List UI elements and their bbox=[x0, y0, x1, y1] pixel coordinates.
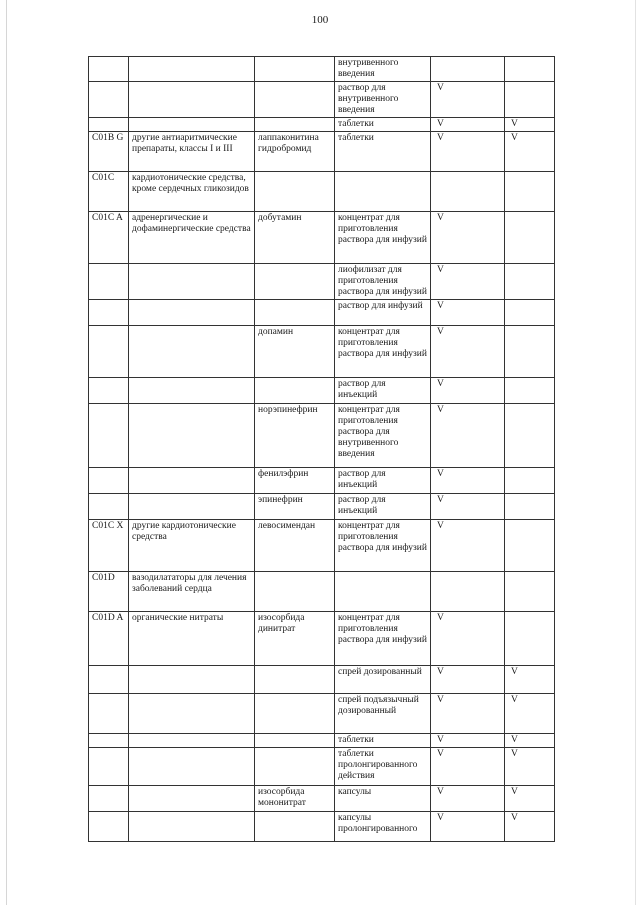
dosage-form-cell: раствор для инъекций bbox=[335, 494, 431, 520]
mark-cell-1 bbox=[431, 172, 505, 212]
mark-cell-1: V bbox=[431, 118, 505, 132]
mark-cell-2 bbox=[505, 612, 555, 666]
mark-cell-1 bbox=[431, 572, 505, 612]
drug-name-cell: изосорбида мононитрат bbox=[255, 786, 335, 812]
drug-name-cell bbox=[255, 378, 335, 404]
mark-cell-2 bbox=[505, 300, 555, 326]
mark-cell-1: V bbox=[431, 786, 505, 812]
group-cell bbox=[129, 118, 255, 132]
atc-code-cell bbox=[89, 118, 129, 132]
group-cell bbox=[129, 494, 255, 520]
drug-name-cell: фенилэфрин bbox=[255, 468, 335, 494]
atc-code-cell bbox=[89, 734, 129, 748]
dosage-form-cell: таблетки bbox=[335, 118, 431, 132]
drug-name-cell: норэпинефрин bbox=[255, 404, 335, 468]
drug-name-cell: изосорбида динитрат bbox=[255, 612, 335, 666]
atc-code-cell bbox=[89, 786, 129, 812]
dosage-form-cell: раствор для инфузий bbox=[335, 300, 431, 326]
group-cell bbox=[129, 694, 255, 734]
drug-name-cell: левосимендан bbox=[255, 520, 335, 572]
table-row bbox=[89, 612, 555, 666]
table-row bbox=[89, 494, 555, 520]
mark-cell-2 bbox=[505, 404, 555, 468]
group-cell: другие кардиотонические средства bbox=[129, 520, 255, 572]
table-body bbox=[89, 57, 555, 842]
group-cell bbox=[129, 326, 255, 378]
group-cell: другие антиаритмические препараты, классы I и III bbox=[129, 132, 255, 172]
atc-code-cell bbox=[89, 666, 129, 694]
dosage-form-cell: концентрат для приготовления раствора для инфузий bbox=[335, 520, 431, 572]
mark-cell-2 bbox=[505, 520, 555, 572]
dosage-form-cell: таблетки bbox=[335, 734, 431, 748]
drug-name-cell: эпинефрин bbox=[255, 494, 335, 520]
atc-code-cell bbox=[89, 812, 129, 842]
table-row bbox=[89, 326, 555, 378]
atc-code-cell bbox=[89, 404, 129, 468]
drug-name-cell bbox=[255, 264, 335, 300]
mark-cell-2: V bbox=[505, 666, 555, 694]
group-cell: вазодилататоры для лечения заболеваний сердца bbox=[129, 572, 255, 612]
table-row bbox=[89, 812, 555, 842]
table-row bbox=[89, 264, 555, 300]
table-row bbox=[89, 132, 555, 172]
group-cell bbox=[129, 300, 255, 326]
atc-code-cell bbox=[89, 378, 129, 404]
drug-name-cell: лаппаконитина гидробромид bbox=[255, 132, 335, 172]
atc-code-cell: C01D A bbox=[89, 612, 129, 666]
mark-cell-2 bbox=[505, 82, 555, 118]
mark-cell-2: V bbox=[505, 734, 555, 748]
group-cell bbox=[129, 404, 255, 468]
atc-code-cell bbox=[89, 264, 129, 300]
mark-cell-1: V bbox=[431, 132, 505, 172]
dosage-form-cell: капсулы bbox=[335, 786, 431, 812]
mark-cell-1: V bbox=[431, 82, 505, 118]
table-row bbox=[89, 212, 555, 264]
mark-cell-2 bbox=[505, 172, 555, 212]
table-row bbox=[89, 378, 555, 404]
page-number: 100 bbox=[311, 14, 329, 26]
mark-cell-1: V bbox=[431, 734, 505, 748]
table-row bbox=[89, 82, 555, 118]
dosage-form-cell bbox=[335, 172, 431, 212]
table-row bbox=[89, 118, 555, 132]
atc-code-cell: C01C A bbox=[89, 212, 129, 264]
dosage-form-cell: концентрат для приготовления раствора для внутривенного введения bbox=[335, 404, 431, 468]
group-cell bbox=[129, 378, 255, 404]
drug-name-cell bbox=[255, 172, 335, 212]
drug-name-cell bbox=[255, 812, 335, 842]
table-row bbox=[89, 786, 555, 812]
group-cell bbox=[129, 748, 255, 786]
mark-cell-1: V bbox=[431, 326, 505, 378]
mark-cell-2 bbox=[505, 264, 555, 300]
atc-code-cell bbox=[89, 82, 129, 118]
dosage-form-cell: лиофилизат для приготовления раствора для инфузий bbox=[335, 264, 431, 300]
atc-code-cell: C01D bbox=[89, 572, 129, 612]
mark-cell-2: V bbox=[505, 132, 555, 172]
scan-edge-right bbox=[635, 0, 636, 905]
drug-name-cell bbox=[255, 572, 335, 612]
group-cell bbox=[129, 812, 255, 842]
dosage-form-cell: таблетки пролонгированного действия bbox=[335, 748, 431, 786]
group-cell bbox=[129, 734, 255, 748]
atc-code-cell bbox=[89, 326, 129, 378]
mark-cell-1: V bbox=[431, 666, 505, 694]
drug-name-cell bbox=[255, 748, 335, 786]
atc-code-cell: C01C bbox=[89, 172, 129, 212]
dosage-form-cell: раствор для внутривенного введения bbox=[335, 82, 431, 118]
mark-cell-1: V bbox=[431, 300, 505, 326]
mark-cell-1: V bbox=[431, 494, 505, 520]
mark-cell-1: V bbox=[431, 404, 505, 468]
mark-cell-1: V bbox=[431, 812, 505, 842]
table-row bbox=[89, 666, 555, 694]
group-cell: органические нитраты bbox=[129, 612, 255, 666]
table-row bbox=[89, 468, 555, 494]
mark-cell-2: V bbox=[505, 812, 555, 842]
mark-cell-1: V bbox=[431, 612, 505, 666]
mark-cell-1: V bbox=[431, 264, 505, 300]
mark-cell-2: V bbox=[505, 694, 555, 734]
drug-name-cell bbox=[255, 82, 335, 118]
mark-cell-1: V bbox=[431, 212, 505, 264]
mark-cell-2 bbox=[505, 378, 555, 404]
drug-name-cell: добутамин bbox=[255, 212, 335, 264]
dosage-form-cell: капсулы пролонгированного bbox=[335, 812, 431, 842]
group-cell bbox=[129, 82, 255, 118]
dosage-form-cell: концентрат для приготовления раствора для инфузий bbox=[335, 612, 431, 666]
drug-name-cell bbox=[255, 734, 335, 748]
atc-code-cell bbox=[89, 300, 129, 326]
mark-cell-1: V bbox=[431, 468, 505, 494]
mark-cell-2: V bbox=[505, 748, 555, 786]
mark-cell-2 bbox=[505, 57, 555, 82]
drug-name-cell: допамин bbox=[255, 326, 335, 378]
dosage-form-cell: спрей подъязычный дозированный bbox=[335, 694, 431, 734]
drug-name-cell bbox=[255, 118, 335, 132]
mark-cell-1: V bbox=[431, 748, 505, 786]
mark-cell-2 bbox=[505, 494, 555, 520]
mark-cell-1: V bbox=[431, 520, 505, 572]
group-cell bbox=[129, 57, 255, 82]
table-row bbox=[89, 404, 555, 468]
drug-name-cell bbox=[255, 666, 335, 694]
dosage-form-cell: раствор для инъекций bbox=[335, 378, 431, 404]
group-cell bbox=[129, 786, 255, 812]
atc-code-cell bbox=[89, 694, 129, 734]
table-row bbox=[89, 172, 555, 212]
dosage-form-cell bbox=[335, 572, 431, 612]
atc-code-cell bbox=[89, 468, 129, 494]
group-cell bbox=[129, 666, 255, 694]
mark-cell-2: V bbox=[505, 118, 555, 132]
mark-cell-2 bbox=[505, 212, 555, 264]
drug-name-cell bbox=[255, 57, 335, 82]
mark-cell-1: V bbox=[431, 694, 505, 734]
table-row bbox=[89, 572, 555, 612]
dosage-form-cell: таблетки bbox=[335, 132, 431, 172]
drug-name-cell bbox=[255, 300, 335, 326]
mark-cell-2 bbox=[505, 572, 555, 612]
dosage-form-cell: внутривенного введения bbox=[335, 57, 431, 82]
group-cell: кардиотонические средства, кроме сердечных гликозидов bbox=[129, 172, 255, 212]
group-cell bbox=[129, 468, 255, 494]
atc-code-cell bbox=[89, 57, 129, 82]
dosage-form-cell: концентрат для приготовления раствора для инфузий bbox=[335, 326, 431, 378]
table-row bbox=[89, 748, 555, 786]
mark-cell-1 bbox=[431, 57, 505, 82]
dosage-form-cell: концентрат для приготовления раствора для инфузий bbox=[335, 212, 431, 264]
table-row bbox=[89, 57, 555, 82]
mark-cell-2: V bbox=[505, 786, 555, 812]
atc-code-cell: C01C X bbox=[89, 520, 129, 572]
atc-code-cell: C01B G bbox=[89, 132, 129, 172]
table-row bbox=[89, 734, 555, 748]
table-row bbox=[89, 300, 555, 326]
atc-code-cell bbox=[89, 748, 129, 786]
table-row bbox=[89, 520, 555, 572]
mark-cell-2 bbox=[505, 468, 555, 494]
dosage-form-cell: спрей дозированный bbox=[335, 666, 431, 694]
drug-name-cell bbox=[255, 694, 335, 734]
drug-table bbox=[88, 56, 555, 842]
mark-cell-1: V bbox=[431, 378, 505, 404]
group-cell: адренергические и дофаминергические средства bbox=[129, 212, 255, 264]
mark-cell-2 bbox=[505, 326, 555, 378]
atc-code-cell bbox=[89, 494, 129, 520]
table-row bbox=[89, 694, 555, 734]
scan-edge-left bbox=[6, 0, 7, 905]
dosage-form-cell: раствор для инъекций bbox=[335, 468, 431, 494]
group-cell bbox=[129, 264, 255, 300]
